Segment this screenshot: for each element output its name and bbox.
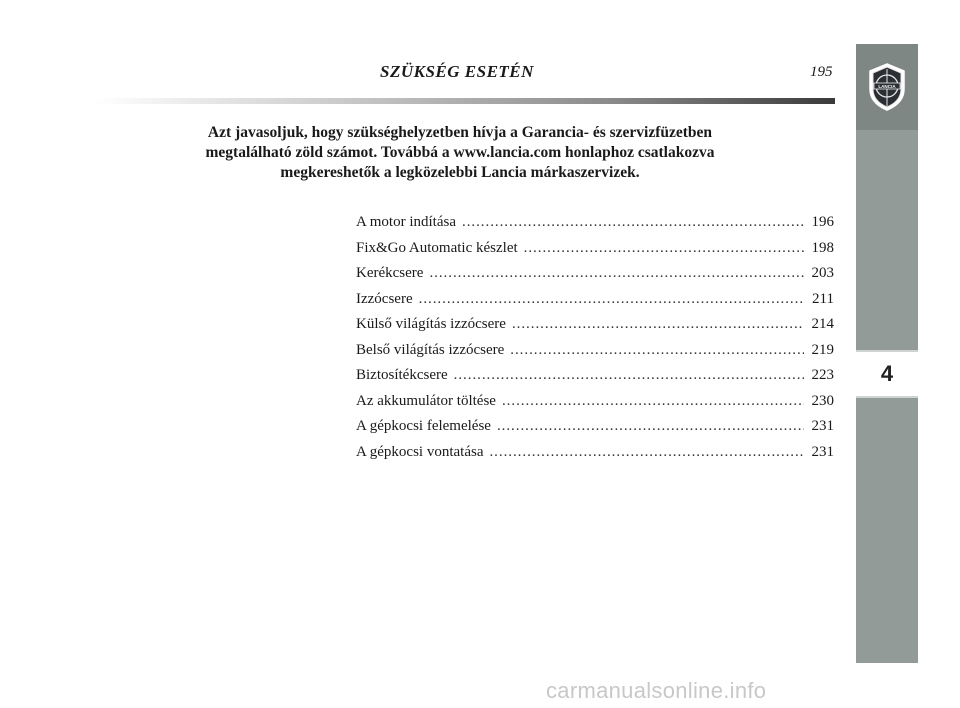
intro-paragraph <box>180 123 740 183</box>
toc-entry-title: A gépkocsi felemelése <box>356 418 491 434</box>
watermark: carmanualsonline.info <box>546 678 767 703</box>
toc-entry-page: 203 <box>811 265 834 281</box>
toc-entry-page: 230 <box>811 392 834 409</box>
dot-leader <box>497 418 804 435</box>
toc-entry-title: Fix&Go Automatic készlet <box>356 239 518 256</box>
toc-entry[interactable] <box>356 316 834 342</box>
toc-entry-page: 223 <box>811 367 834 383</box>
toc-entry-title: A gépkocsi vontatása <box>356 443 484 460</box>
dot-leader <box>429 265 804 282</box>
dot-leader <box>524 240 804 257</box>
toc-entry-page: 231 <box>811 418 834 434</box>
toc-entry-title: Külső világítás izzócsere <box>356 316 506 332</box>
toc-entry-title: A motor indítása <box>356 214 456 230</box>
header-divider <box>95 98 835 104</box>
toc-entry-page: 214 <box>811 316 834 332</box>
page-number: 195 <box>810 64 833 80</box>
toc-entry[interactable] <box>356 240 834 266</box>
toc-entry-title: Izzócsere <box>356 290 413 307</box>
brand-logo-box <box>856 44 918 130</box>
dot-leader <box>502 393 804 410</box>
toc-entry[interactable] <box>356 342 834 368</box>
chapter-side-tab <box>856 44 918 663</box>
dot-leader <box>454 367 804 384</box>
dot-leader <box>419 291 804 308</box>
dot-leader <box>462 214 804 231</box>
table-of-contents <box>356 214 834 469</box>
dot-leader <box>512 316 804 333</box>
toc-entry-title: Az akkumulátor töltése <box>356 392 496 409</box>
toc-entry-page: 219 <box>811 341 834 358</box>
toc-entry[interactable] <box>356 291 834 317</box>
toc-entry[interactable] <box>356 393 834 419</box>
lancia-shield-logo-icon <box>865 61 909 113</box>
intro-line: megtalálható zöld számot. Továbbá a www.lancia.com honlaphoz csatlakozva <box>205 144 715 161</box>
toc-entry[interactable] <box>356 265 834 291</box>
dot-leader <box>489 444 804 461</box>
toc-entry-page: 231 <box>811 443 834 460</box>
intro-line: Azt javasoljuk, hogy szükséghelyzetben hívja a Garancia- és szervizfüzetben <box>207 124 713 141</box>
logo-text: LANCIA <box>878 84 896 89</box>
toc-entry[interactable] <box>356 367 834 393</box>
toc-entry-title: Belső világítás izzócsere <box>356 341 505 358</box>
toc-entry[interactable] <box>356 444 834 470</box>
intro-line: megkereshetők a legközelebbi Lancia márkaszervizek. <box>280 164 640 181</box>
toc-entry-title: Kerékcsere <box>356 265 424 281</box>
dot-leader <box>510 342 804 359</box>
toc-entry-page: 196 <box>811 214 834 230</box>
page-title: SZÜKSÉG ESETÉN <box>380 62 534 81</box>
toc-entry-title: Biztosítékcsere <box>356 367 448 383</box>
toc-entry-page: 211 <box>812 290 834 307</box>
chapter-number[interactable]: 4 <box>856 350 918 398</box>
toc-entry[interactable] <box>356 418 834 444</box>
toc-entry-page: 198 <box>811 239 834 256</box>
toc-entry[interactable] <box>356 214 834 240</box>
